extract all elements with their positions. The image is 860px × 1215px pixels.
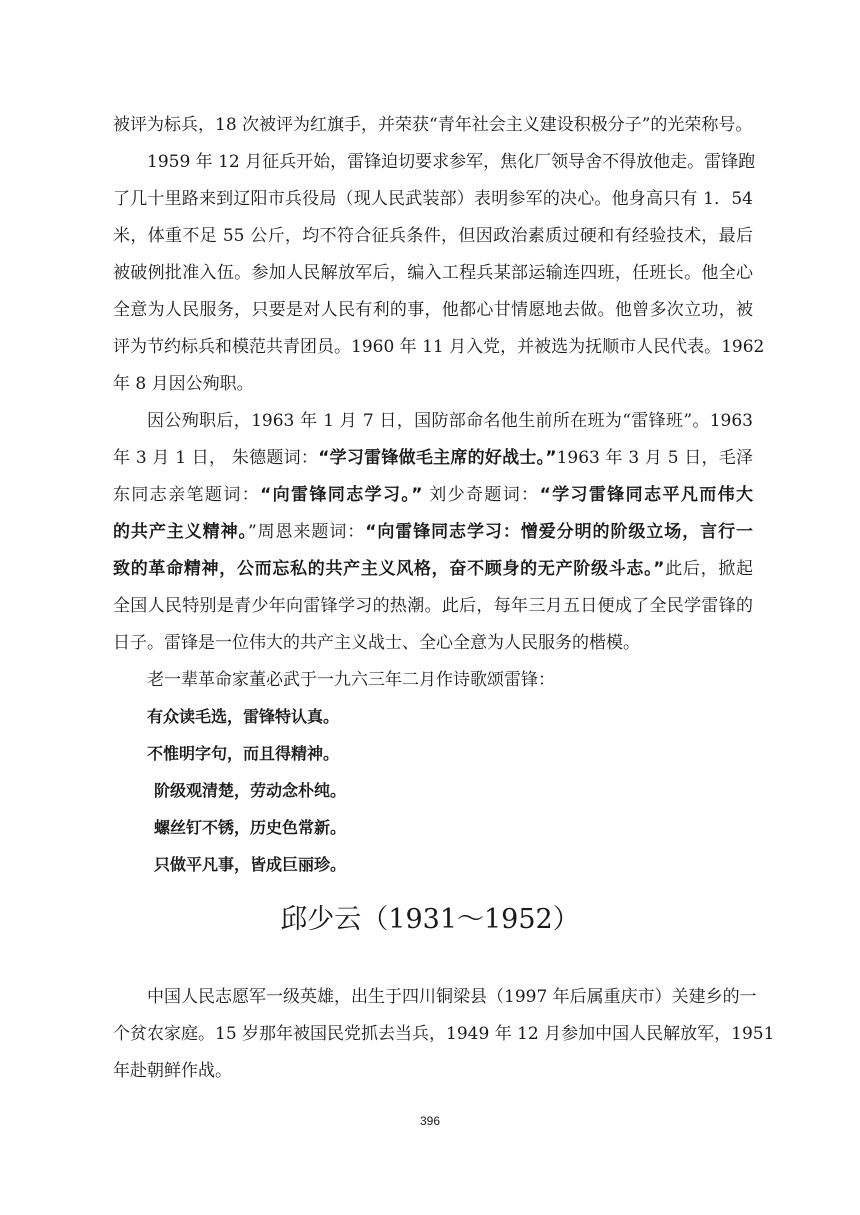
paragraph-2-line: 米，体重不足 55 公斤，均不符合征兵条件，但因政治素质过硬和有经验技术，最后 bbox=[113, 226, 753, 246]
paragraph-3-line bbox=[113, 521, 753, 543]
text-run: 刘少奇题词： bbox=[422, 485, 540, 505]
paragraph-1-line: 被评为标兵，18 次被评为红旗手，并荣获“青年社会主义建设积极分子”的光荣称号。 bbox=[113, 115, 753, 135]
text-run: 此后，掀起 bbox=[664, 559, 754, 579]
paragraph-2-line: 1959 年 12 月征兵开始，雷锋迫切要求参军，焦化厂领导舍不得放他走。雷锋跑 bbox=[147, 152, 756, 172]
paragraph-2-line: 被破例批准入伍。参加人民解放军后，编入工程兵某部运输连四班，任班长。他全心 bbox=[113, 263, 753, 283]
paragraph-5-line: 个贫农家庭。15 岁那年被国民党抓去当兵，1949 年 12 月参加中国人民解放军，1951 bbox=[113, 1024, 775, 1044]
poem-line: 有众读毛选，雷锋特认真。 bbox=[147, 707, 340, 726]
zhou-enlai-inscription-end: 致的革命精神，公而忘私的共产主义风格，奋不顾身的无产阶级斗志。” bbox=[113, 559, 665, 579]
paragraph-3-line bbox=[113, 447, 753, 469]
liu-shaoqi-inscription-end: 的共产主义精神。 bbox=[113, 522, 248, 542]
zhou-enlai-inscription: “向雷锋同志学习：憎爱分明的阶级立场，言行一 bbox=[365, 522, 754, 542]
poem-line: 只做平凡事，皆成巨丽珍。 bbox=[154, 855, 347, 874]
zhu-de-inscription: “学习雷锋做毛主席的好战士。” bbox=[318, 448, 557, 468]
paragraph-5-line: 年赴朝鲜作战。 bbox=[113, 1061, 232, 1081]
text-run: 年 3 月 1 日， 朱德题词： bbox=[113, 448, 319, 468]
paragraph-3-line: 全国人民特别是青少年向雷锋学习的热潮。此后，每年三月五日便成了全民学雷锋的 bbox=[113, 596, 753, 616]
mao-inscription: “向雷锋同志学习。” bbox=[260, 485, 423, 505]
text-run: ”周恩来题词： bbox=[247, 522, 366, 542]
text-run: 东同志亲笔题词： bbox=[113, 485, 261, 505]
paragraph-2-line: 年 8 月因公殉职。 bbox=[113, 374, 254, 394]
text-run: 1963 年 3 月 5 日，毛泽 bbox=[556, 448, 753, 468]
paragraph-3-line: 因公殉职后，1963 年 1 月 7 日，国防部命名他生前所在班为“雷锋班”。1963 bbox=[147, 411, 753, 431]
paragraph-2-line: 了几十里路来到辽阳市兵役局（现人民武装部）表明参军的决心。他身高只有 1．54 bbox=[113, 189, 753, 209]
section-heading: 邱少云（1931～1952） bbox=[280, 904, 580, 935]
poem-line: 不惟明字句，而且得精神。 bbox=[147, 744, 340, 763]
poem-line: 螺丝钉不锈，历史色常新。 bbox=[154, 818, 347, 837]
page-number: 396 bbox=[419, 1114, 441, 1128]
paragraph-2-line: 全意为人民服务，只要是对人民有利的事，他都心甘情愿地去做。他曾多次立功，被 bbox=[113, 300, 753, 320]
paragraph-3-line: 日子。雷锋是一位伟大的共产主义战士、全心全意为人民服务的楷模。 bbox=[113, 633, 640, 653]
paragraph-3-line bbox=[113, 484, 753, 506]
paragraph-5-line: 中国人民志愿军一级英雄，出生于四川铜梁县（1997 年后属重庆市）关建乡的一 bbox=[147, 987, 757, 1007]
paragraph-2-line: 评为节约标兵和模范共青团员。1960 年 11 月入党，并被选为抚顺市人民代表。1962 bbox=[113, 337, 765, 357]
liu-shaoqi-inscription: “学习雷锋同志平凡而伟大 bbox=[539, 485, 754, 505]
poem-line: 阶级观清楚，劳动念朴纯。 bbox=[154, 781, 347, 800]
paragraph-3-line bbox=[113, 558, 753, 580]
paragraph-4-line: 老一辈革命家董必武于一九六三年二月作诗歌颂雷锋： bbox=[147, 670, 555, 690]
